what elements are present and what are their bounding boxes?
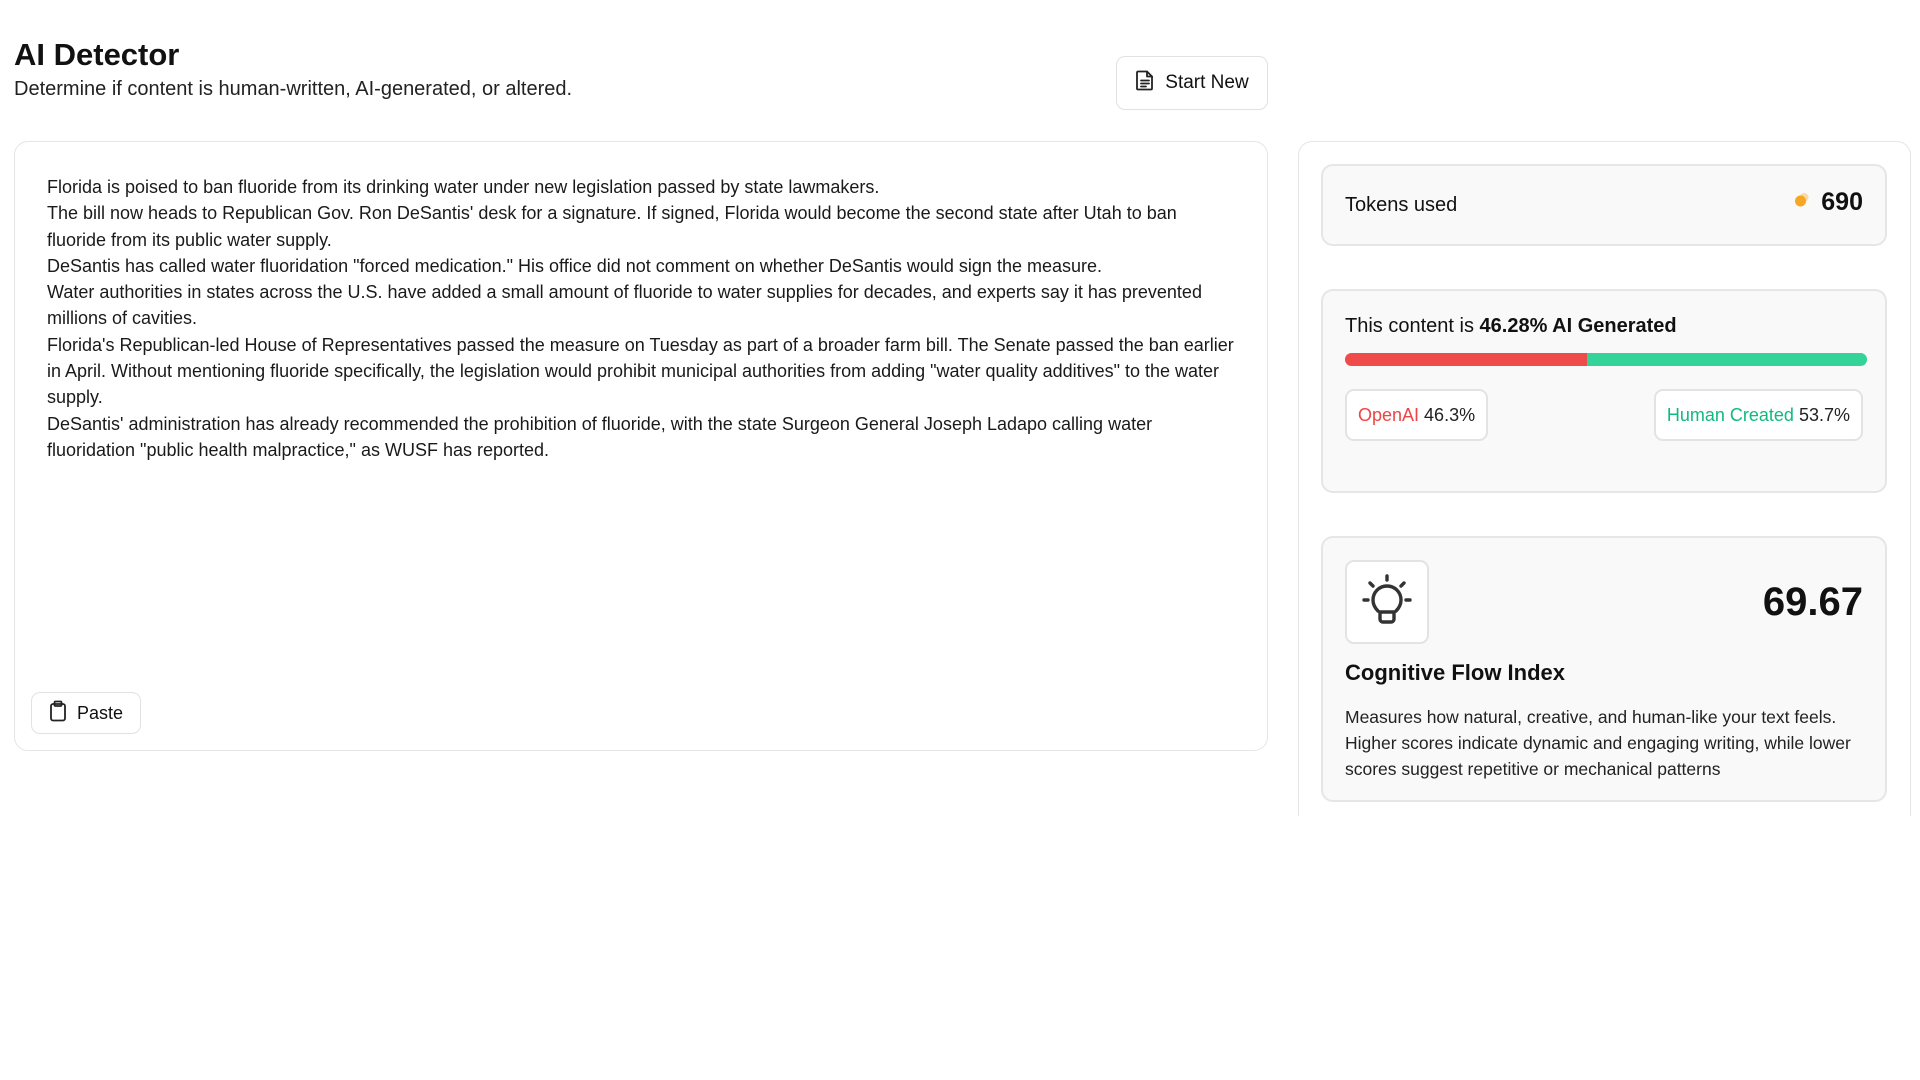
openai-chip	[1345, 389, 1488, 441]
openai-label: OpenAI	[1358, 404, 1420, 425]
ai-human-ratio-bar	[1345, 353, 1867, 366]
text-paragraph: Florida is poised to ban fluoride from its drinking water under new legislation passed by state lawmakers.	[47, 177, 880, 197]
cognitive-flow-score: 69.67	[1762, 580, 1863, 624]
coins-icon	[1793, 191, 1811, 214]
page-header	[14, 36, 572, 101]
lightbulb-icon-box	[1345, 560, 1429, 644]
tokens-label: Tokens used	[1345, 194, 1458, 216]
lightbulb-icon	[1358, 571, 1416, 634]
paste-button[interactable]	[31, 692, 141, 734]
ai-portion-bar	[1345, 353, 1587, 366]
tokens-value: 690	[1821, 188, 1863, 216]
text-paragraph: Water authorities in states across the U.S. have added a small amount of fluoride to water supplies for decades, and experts say it has prevented millions of cavities.	[47, 282, 1202, 329]
start-new-label: Start New	[1165, 72, 1249, 93]
text-paragraph: The bill now heads to Republican Gov. Ron DeSantis' desk for a signature. If signed, Florida would become the second state after Utah to ban fluoride from its public water supply.	[47, 203, 1177, 250]
text-paragraph: DeSantis has called water fluoridation "forced medication." His office did not comment on whether DeSantis would sign the measure.	[47, 255, 1102, 276]
cognitive-flow-title: Cognitive Flow Index	[1345, 660, 1566, 685]
tokens-counter	[1793, 188, 1863, 217]
openai-value: 46.3%	[1424, 404, 1476, 425]
cognitive-flow-description: Measures how natural, creative, and human-like your text feels. Higher scores indicate dynamic and engaging writing, while lower scores suggest repetitive or mechanical patterns	[1345, 707, 1851, 779]
results-panel	[1298, 141, 1911, 816]
tokens-card	[1321, 164, 1887, 246]
paste-label: Paste	[76, 702, 124, 723]
human-created-value: 53.7%	[1798, 404, 1850, 425]
ai-summary-text	[1345, 315, 1677, 338]
clipboard-icon	[49, 700, 67, 727]
human-created-label: Human Created	[1666, 404, 1794, 425]
page-title: AI Detector	[14, 37, 180, 72]
text-editor-panel	[14, 141, 1268, 751]
page-subtitle: Determine if content is human-written, AI-generated, or altered.	[14, 78, 573, 100]
ai-result-card	[1321, 289, 1887, 493]
human-portion-bar	[1587, 353, 1867, 366]
text-paragraph: Florida's Republican-led House of Representatives passed the measure on Tuesday as part of a broader farm bill. The Senate passed the ban earlier in April. Without mentioning fluoride specifically, the legislation would prohibit municipal authorities from adding "water quality additives" to the water supply.	[47, 334, 1234, 408]
content-text-area[interactable]	[47, 174, 1237, 654]
text-paragraph: DeSantis' administration has already recommended the prohibition of fluoride, with the state Surgeon General Joseph Ladapo calling water fluoridation "public health malpractice," as WUSF has reported.	[47, 413, 1153, 460]
document-icon	[1135, 69, 1155, 97]
start-new-button[interactable]	[1116, 56, 1268, 110]
ai-percentage: 46.28% AI Generated	[1479, 315, 1677, 337]
ai-summary-prefix: This content is	[1345, 315, 1480, 337]
human-created-chip	[1654, 389, 1863, 441]
cognitive-flow-card	[1321, 536, 1887, 802]
